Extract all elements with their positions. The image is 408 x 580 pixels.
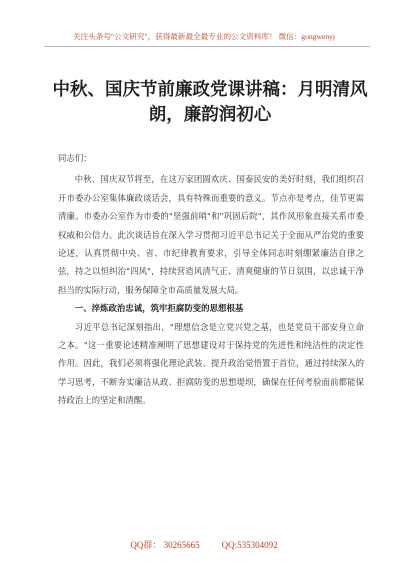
section-heading: 一、淬炼政治忠诚，筑牢拒腐防变的思想根基 (74, 303, 244, 314)
header-divider (44, 46, 370, 47)
header-banner: 关注头条号"公文研究"，获得最新最全最专业的公文资料库！ 微信：gongwenyj (72, 32, 336, 41)
footer-qq-group: QQ群： 30265665 (130, 540, 200, 550)
section-paragraph: 习近平总书记深刻指出，"理想信念是立党兴党之基，也是党员干部安身立命之本。"这一重要论述精准阐明了思想建设对于保持党的先进性和纯洁性的决定性作用。因此，我们必须将强化理论武装、提升政治觉悟置于首位，通过持续深入的学习思考，不断夯实廉洁从政、拒腐防变的思想堤坝，确保在任何考验面前都能保持政治上的坚定和清醒。 (58, 321, 364, 406)
intro-paragraph: 中秋、国庆双节将至，在这万家团圆欢庆、国泰民安的美好时刻，我们组织召开市委办公室集体廉政谈话会，具有特殊而重要的意义。节点亦是考点，佳节更需清廉。市委办公室作为市委的"坚强前哨"和"巩固后院"，其作风形象直接关系市委权威和公信力。此次谈话旨在深入学习贯彻习近平总书记关于全面从严治党的重要论述，认真贯彻中央、省、市纪律教育要求，引导全体同志时刻绷紧廉洁自律之弦，持之以恒纠治"四风"，持续营造风清气正、清爽健康的节日氛围，以忠诚干净担当的实际行动，服务保障全市高质量发展大局。 (58, 174, 364, 295)
footer-qq-contact: QQ:535304092 (221, 540, 278, 550)
footer-contact (0, 538, 408, 551)
page-title: 中秋、国庆节前廉政党课讲稿：月明清风朗，廉韵润初心 (52, 80, 368, 125)
greeting: 同志们： (58, 153, 92, 163)
document-body (58, 149, 364, 410)
